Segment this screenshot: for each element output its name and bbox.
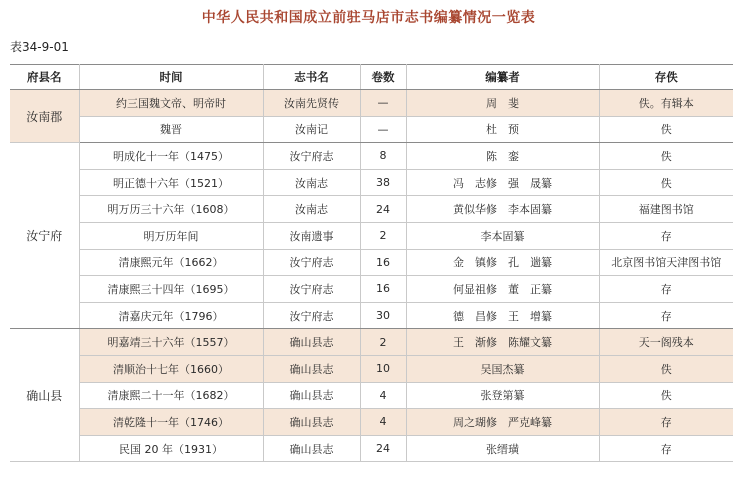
editor-cell: 周 斐 xyxy=(406,90,599,117)
header-book: 志书名 xyxy=(263,65,360,90)
time-cell: 清顺治十七年（1660） xyxy=(79,355,263,382)
volumes-cell: — xyxy=(360,116,406,143)
editor-cell: 德 昌修 王 增纂 xyxy=(406,302,599,329)
time-cell: 清康熙三十四年（1695） xyxy=(79,276,263,303)
editor-cell: 杜 预 xyxy=(406,116,599,143)
book-cell: 确山县志 xyxy=(263,382,360,409)
table-row xyxy=(10,249,733,276)
table-row xyxy=(10,276,733,303)
county-cell: 汝南郡 xyxy=(10,90,79,143)
status-cell: 北京图书馆天津图书馆 xyxy=(599,249,733,276)
table-row xyxy=(10,435,733,462)
editor-cell: 陈 銮 xyxy=(406,143,599,170)
book-cell: 汝南遗事 xyxy=(263,222,360,249)
table-row xyxy=(10,222,733,249)
county-cell: 汝宁府 xyxy=(10,143,79,329)
time-cell: 明成化十一年（1475） xyxy=(79,143,263,170)
time-cell: 民国 20 年（1931） xyxy=(79,435,263,462)
table-row xyxy=(10,302,733,329)
book-cell: 汝南志 xyxy=(263,196,360,223)
editor-cell: 吴国杰纂 xyxy=(406,355,599,382)
table-row xyxy=(10,355,733,382)
book-cell: 汝宁府志 xyxy=(263,276,360,303)
editor-cell: 王 渐修 陈耀文纂 xyxy=(406,329,599,356)
page-title: 中华人民共和国成立前驻马店市志书编纂情况一览表 xyxy=(201,10,536,26)
county-cell: 确山县 xyxy=(10,329,79,462)
volumes-cell: 24 xyxy=(360,435,406,462)
status-cell: 佚 xyxy=(599,355,733,382)
book-cell: 汝南记 xyxy=(263,116,360,143)
editor-cell: 李本固纂 xyxy=(406,222,599,249)
status-cell: 天一阁残本 xyxy=(599,329,733,356)
table-number: 表34-9-01 xyxy=(10,40,69,54)
editor-cell: 黄似华修 李本固纂 xyxy=(406,196,599,223)
volumes-cell: — xyxy=(360,90,406,117)
time-cell: 清康熙元年（1662） xyxy=(79,249,263,276)
table-row xyxy=(10,329,733,356)
header-volumes: 卷数 xyxy=(360,65,406,90)
time-cell: 明万历三十六年（1608） xyxy=(79,196,263,223)
time-cell: 清乾隆十一年（1746） xyxy=(79,409,263,436)
volumes-cell: 4 xyxy=(360,409,406,436)
book-cell: 汝宁府志 xyxy=(263,249,360,276)
time-cell: 约三国魏文帝、明帝时 xyxy=(79,90,263,117)
gazetteer-table xyxy=(10,64,733,462)
status-cell: 佚 xyxy=(599,382,733,409)
editor-cell: 金 镇修 孔 遄纂 xyxy=(406,249,599,276)
volumes-cell: 16 xyxy=(360,276,406,303)
header-status: 存佚 xyxy=(599,65,733,90)
time-cell: 明正德十六年（1521） xyxy=(79,169,263,196)
time-cell: 清康熙二十一年（1682） xyxy=(79,382,263,409)
table-row xyxy=(10,90,733,117)
status-cell: 佚 xyxy=(599,143,733,170)
volumes-cell: 30 xyxy=(360,302,406,329)
time-cell: 明嘉靖三十六年（1557） xyxy=(79,329,263,356)
header-row xyxy=(10,65,733,90)
book-cell: 汝南志 xyxy=(263,169,360,196)
book-cell: 汝宁府志 xyxy=(263,302,360,329)
volumes-cell: 10 xyxy=(360,355,406,382)
table-row xyxy=(10,196,733,223)
status-cell: 福建图书馆 xyxy=(599,196,733,223)
book-cell: 确山县志 xyxy=(263,355,360,382)
table-row xyxy=(10,169,733,196)
time-cell: 明万历年间 xyxy=(79,222,263,249)
book-cell: 确山县志 xyxy=(263,409,360,436)
table-row xyxy=(10,409,733,436)
book-cell: 汝南先贤传 xyxy=(263,90,360,117)
status-cell: 存 xyxy=(599,302,733,329)
status-cell: 存 xyxy=(599,409,733,436)
status-cell: 存 xyxy=(599,435,733,462)
status-cell: 佚。有辑本 xyxy=(599,90,733,117)
volumes-cell: 38 xyxy=(360,169,406,196)
table-row xyxy=(10,382,733,409)
editor-cell: 周之瑚修 严克峰纂 xyxy=(406,409,599,436)
book-cell: 确山县志 xyxy=(263,329,360,356)
book-cell: 确山县志 xyxy=(263,435,360,462)
status-cell: 佚 xyxy=(599,169,733,196)
editor-cell: 张登第纂 xyxy=(406,382,599,409)
status-cell: 佚 xyxy=(599,116,733,143)
table-row xyxy=(10,116,733,143)
book-cell: 汝宁府志 xyxy=(263,143,360,170)
editor-cell: 冯 志修 强 晟纂 xyxy=(406,169,599,196)
volumes-cell: 8 xyxy=(360,143,406,170)
header-county: 府县名 xyxy=(10,65,79,90)
editor-cell: 张缙璜 xyxy=(406,435,599,462)
volumes-cell: 2 xyxy=(360,222,406,249)
status-cell: 存 xyxy=(599,222,733,249)
volumes-cell: 2 xyxy=(360,329,406,356)
table-row xyxy=(10,143,733,170)
time-cell: 清嘉庆元年（1796） xyxy=(79,302,263,329)
status-cell: 存 xyxy=(599,276,733,303)
time-cell: 魏晋 xyxy=(79,116,263,143)
volumes-cell: 24 xyxy=(360,196,406,223)
header-editor: 编纂者 xyxy=(406,65,599,90)
volumes-cell: 4 xyxy=(360,382,406,409)
volumes-cell: 16 xyxy=(360,249,406,276)
editor-cell: 何显祖修 董 正纂 xyxy=(406,276,599,303)
header-time: 时间 xyxy=(79,65,263,90)
